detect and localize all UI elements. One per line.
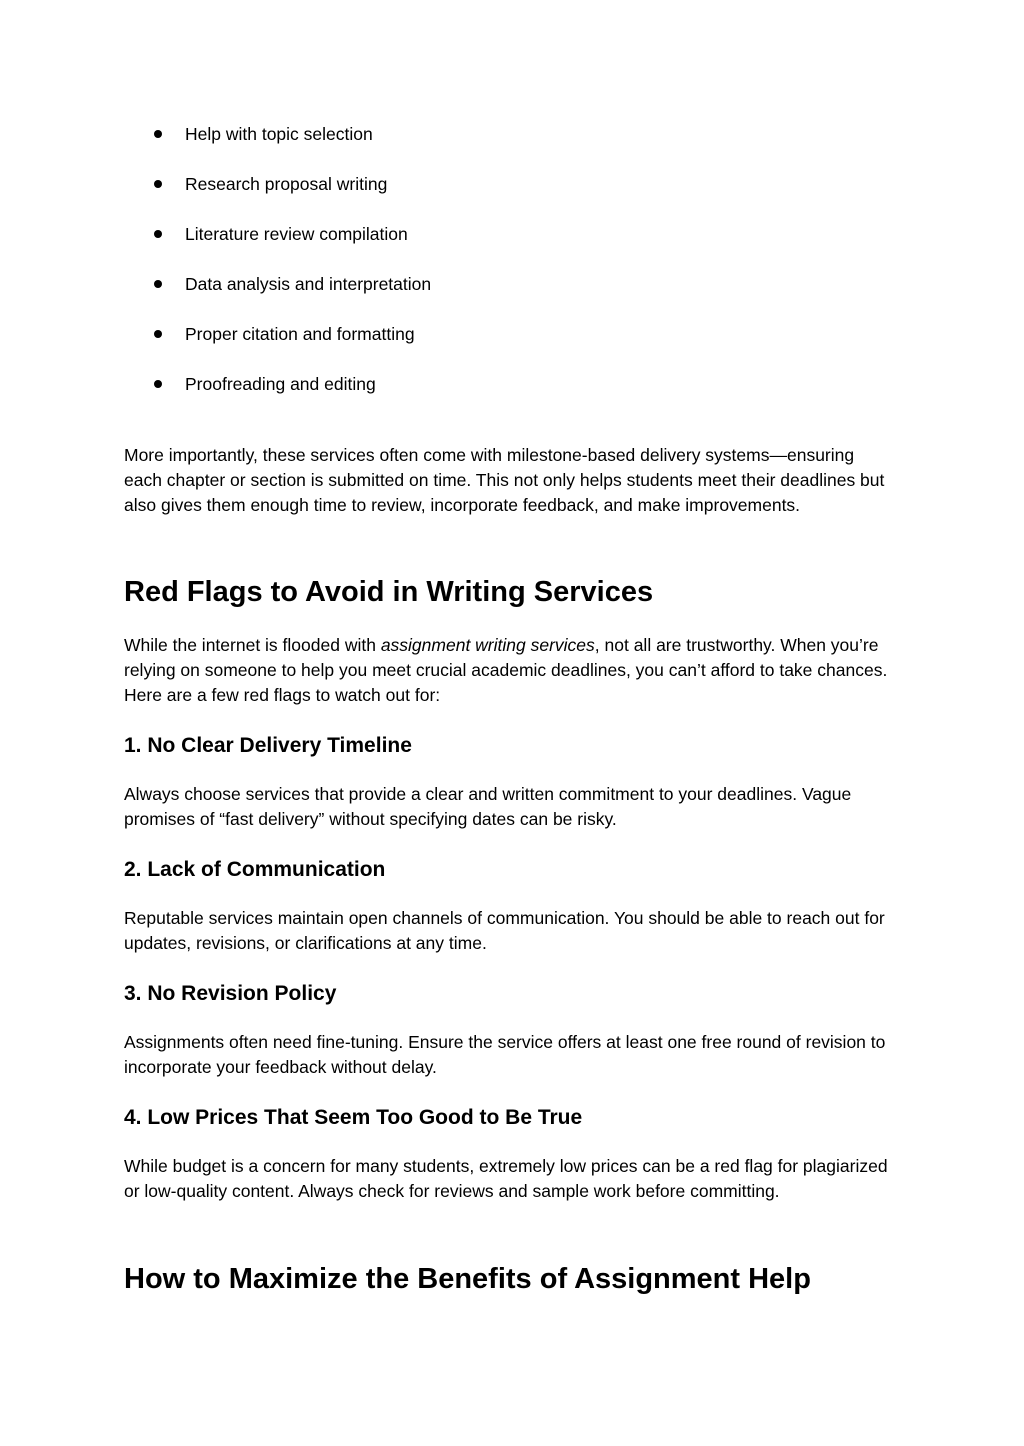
red-flag-heading-low-prices: 4. Low Prices That Seem Too Good to Be True [124,1106,583,1129]
red-flags-intro-start: While the internet is flooded with [124,635,381,655]
services-bullet-list [154,122,431,422]
bullet-icon [154,180,162,188]
maximize-benefits-heading: How to Maximize the Benefits of Assignment Help [124,1263,811,1295]
bullet-icon [154,130,162,138]
list-item [154,222,431,272]
red-flag-heading-revision: 3. No Revision Policy [124,982,337,1005]
list-item-text: Help with topic selection [185,124,373,144]
list-item [154,272,431,322]
red-flags-intro-end: , not all are trustworthy. When you’re relying on someone to help you meet crucial academic deadlines, you can’t afford to take chances. Here are a few red flags to watch out for: [124,635,888,705]
red-flag-text-delivery: Always choose services that provide a clear and written commitment to your deadlines. Vague promises of “fast delivery” without specifying dates can be risky. [124,784,852,829]
assignment-writing-services-emphasis: assignment writing services [380,635,595,655]
bullet-icon [154,330,162,338]
list-item [154,372,431,422]
red-flag-text-revision: Assignments often need fine-tuning. Ensure the service offers at least one free round of revision to incorporate your feedback without delay. [124,1032,886,1077]
list-item-text: Proper citation and formatting [185,324,415,344]
red-flag-heading-delivery: 1. No Clear Delivery Timeline [124,734,412,757]
bullet-icon [154,380,162,388]
bullet-icon [154,280,162,288]
list-item-text: Proofreading and editing [185,374,376,394]
bullet-icon [154,230,162,238]
list-item [154,172,431,222]
list-item-text: Research proposal writing [185,174,388,194]
intro-paragraph: More importantly, these services often come with milestone-based delivery systems—ensuring each chapter or section is submitted on time. This not only helps students meet their deadlines but also gives them enough time to review, incorporate feedback, and make improvements. [124,445,885,515]
red-flag-text-low-prices: While budget is a concern for many students, extremely low prices can be a red flag for plagiarized or low-quality content. Always check for reviews and sample work before committing. [124,1156,888,1201]
list-item-text: Data analysis and interpretation [185,274,432,294]
list-item [154,122,431,172]
red-flags-intro-paragraph [124,633,894,708]
list-item [154,322,431,372]
list-item-text: Literature review compilation [185,224,408,244]
red-flag-text-communication: Reputable services maintain open channels of communication. You should be able to reach out for updates, revisions, or clarifications at any time. [124,908,885,953]
red-flag-heading-communication: 2. Lack of Communication [124,858,386,881]
red-flags-heading: Red Flags to Avoid in Writing Services [124,576,654,608]
